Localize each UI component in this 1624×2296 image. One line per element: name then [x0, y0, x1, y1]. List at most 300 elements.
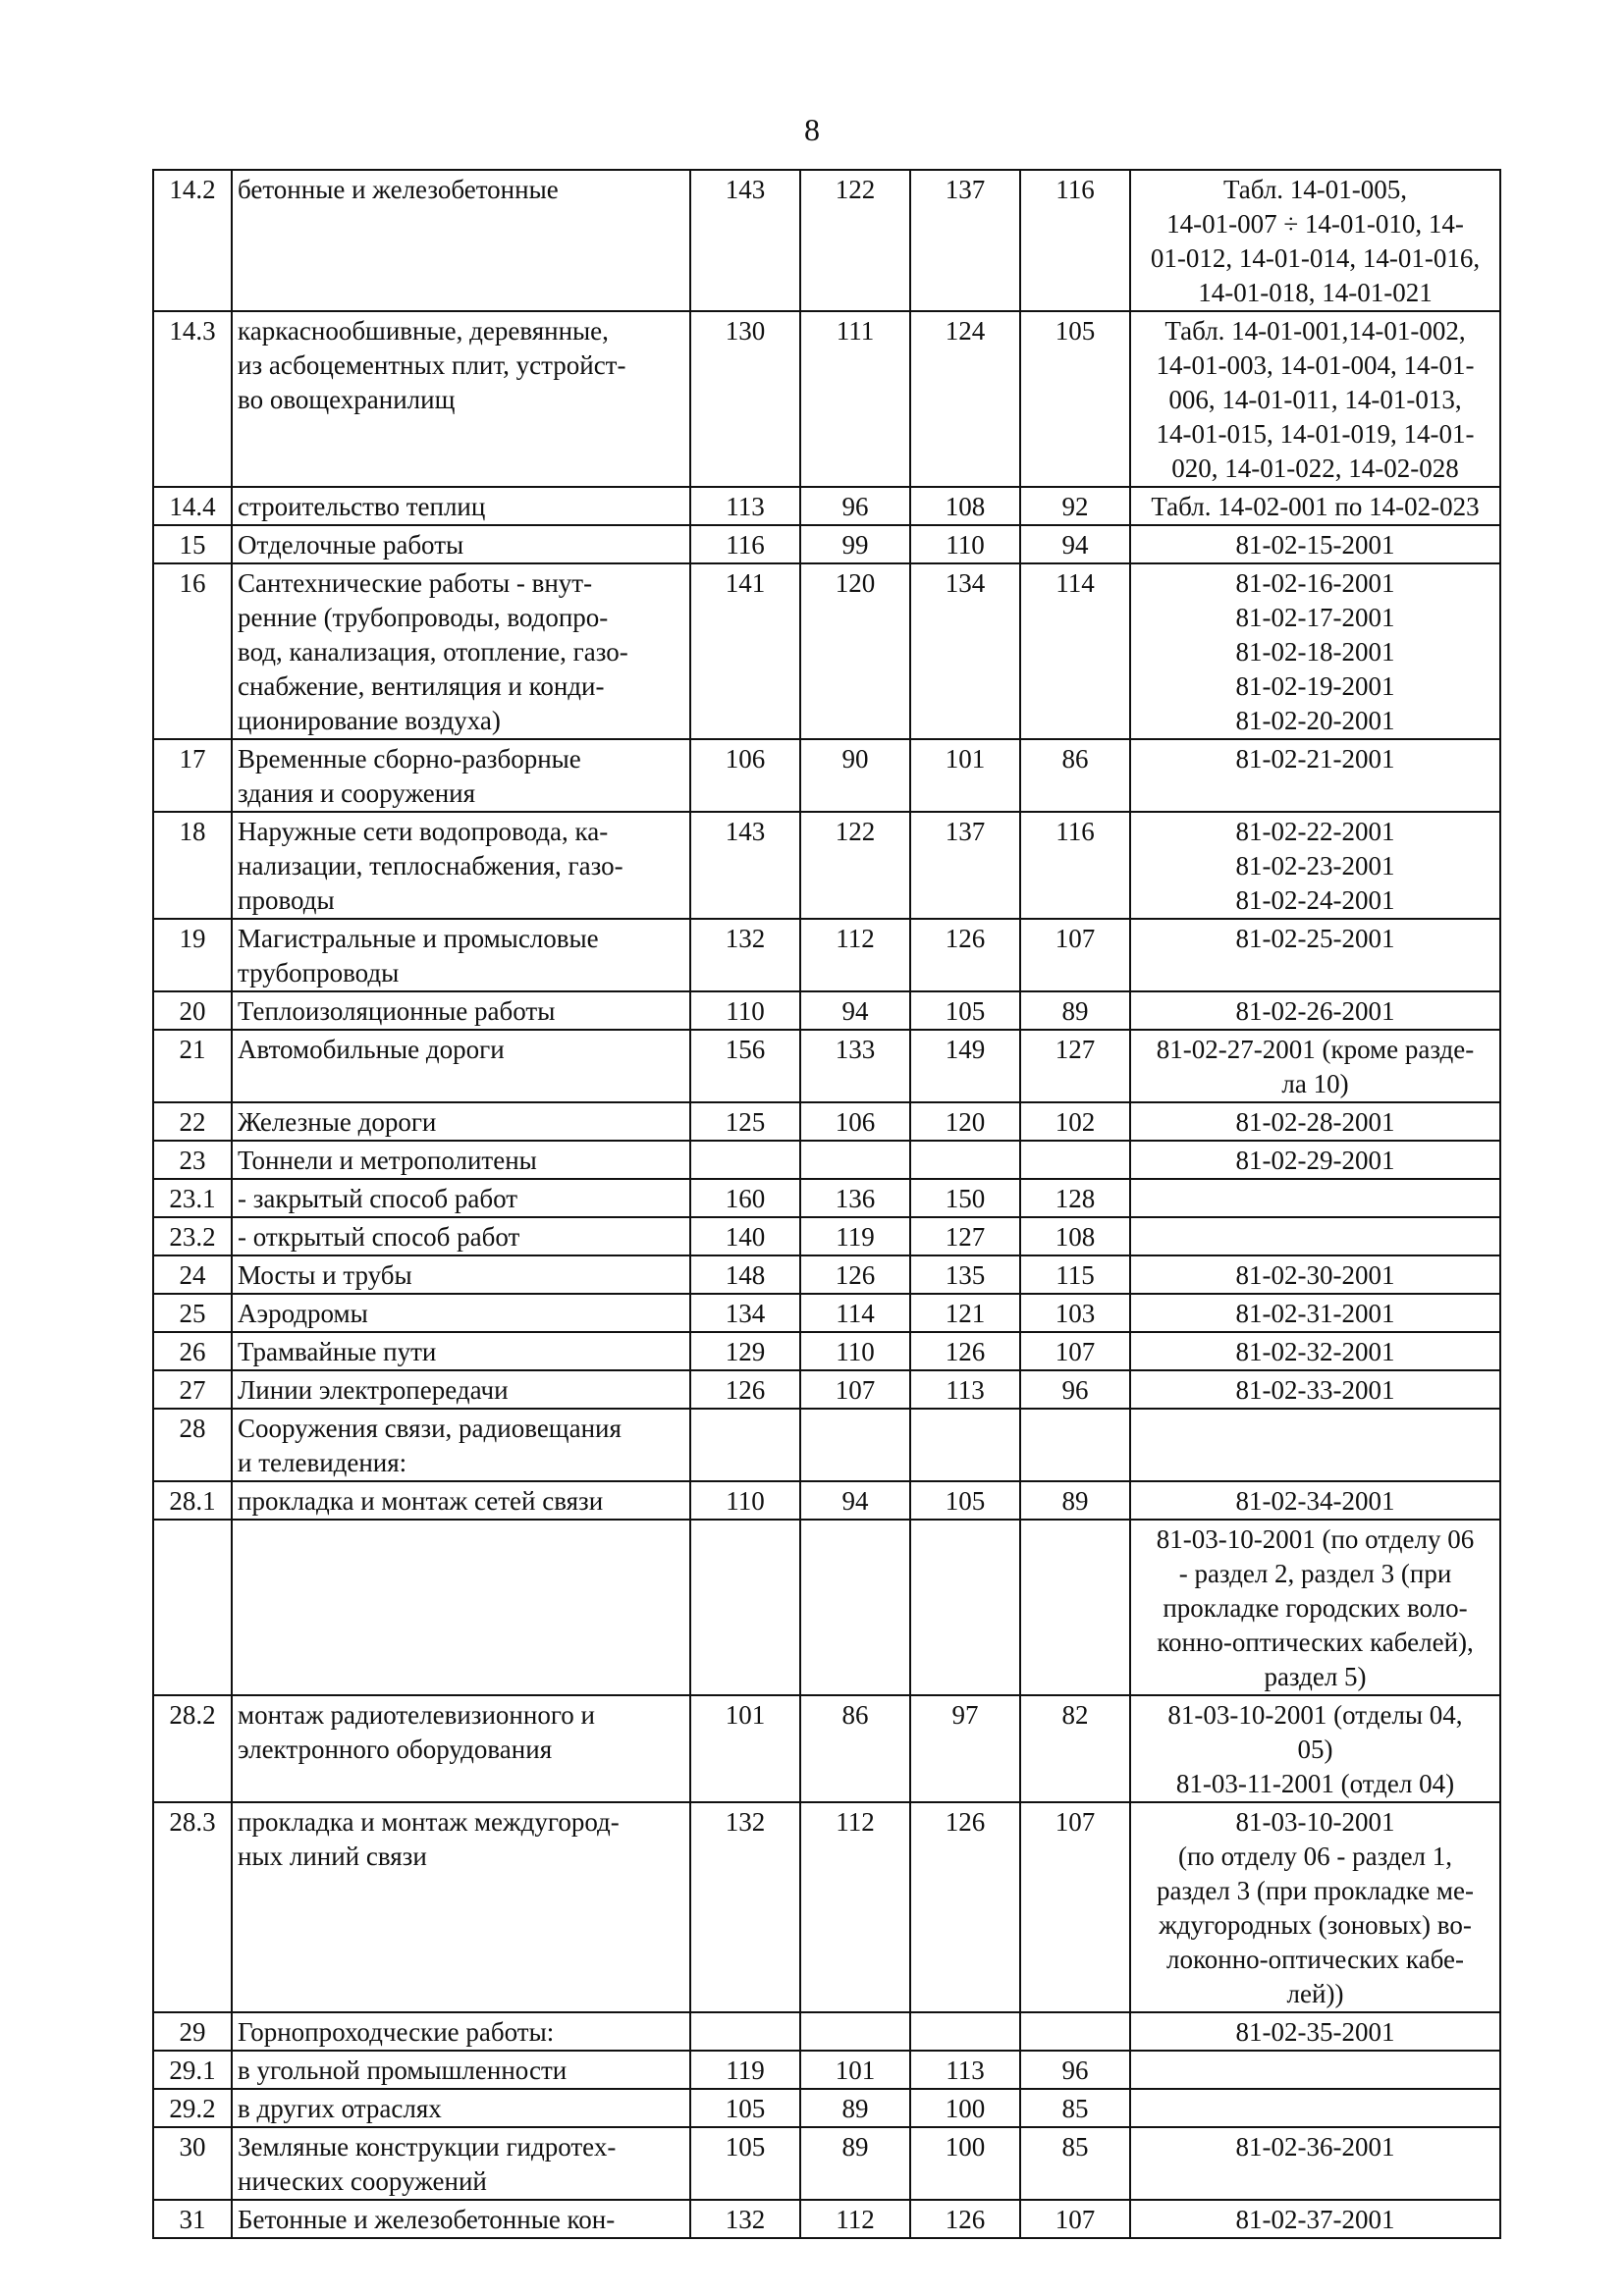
reference-line: - раздел 2, раздел 3 (при: [1178, 1559, 1452, 1588]
coefficient-1: 143: [690, 170, 800, 311]
coefficient-2: [800, 1141, 910, 1179]
coefficient-3: [910, 1141, 1020, 1179]
work-type-name-line: Тоннели и метрополитены: [238, 1146, 537, 1175]
coefficient-1: 143: [690, 812, 800, 919]
reference-collection: [1130, 1217, 1500, 1255]
reference-collection: [1130, 1695, 1500, 1802]
coefficient-4: 102: [1020, 1102, 1130, 1141]
coefficient-2: 112: [800, 1802, 910, 2012]
coefficient-2: 136: [800, 1179, 910, 1217]
reference-line: 81-02-20-2001: [1235, 706, 1395, 735]
coefficient-4: 94: [1020, 525, 1130, 563]
table-row: [153, 2012, 1500, 2051]
row-number: 28: [153, 1409, 232, 1481]
reference-collection: [1130, 563, 1500, 739]
reference-line: Табл. 14-01-005,: [1222, 175, 1408, 204]
reference-collection: [1130, 1179, 1500, 1217]
coefficient-4: 85: [1020, 2127, 1130, 2200]
work-type-name: [232, 1141, 690, 1179]
row-number: 27: [153, 1370, 232, 1409]
coefficient-2: 126: [800, 1255, 910, 1294]
reference-line: 81-02-27-2001 (кроме разде-: [1156, 1035, 1475, 1064]
reference-collection: [1130, 1332, 1500, 1370]
reference-collection: [1130, 1294, 1500, 1332]
work-type-name-line: каркаснообшивные, деревянные,: [238, 316, 609, 346]
work-type-name: [232, 991, 690, 1030]
coefficient-1: 116: [690, 525, 800, 563]
work-type-name-line: в угольной промышленности: [238, 2056, 568, 2085]
coefficient-3: 137: [910, 170, 1020, 311]
table-row: [153, 525, 1500, 563]
reference-line: 81-02-30-2001: [1235, 1260, 1395, 1290]
coefficient-1: 110: [690, 991, 800, 1030]
reference-line: 14-01-003, 14-01-004, 14-01-: [1156, 350, 1475, 380]
coefficient-3: 149: [910, 1030, 1020, 1102]
coefficient-4: 103: [1020, 1294, 1130, 1332]
coefficient-1: 106: [690, 739, 800, 812]
work-type-name: [232, 525, 690, 563]
work-type-name: [232, 1179, 690, 1217]
reference-line: Табл. 14-01-001,14-01-002,: [1164, 316, 1466, 346]
coefficient-4: 108: [1020, 1217, 1130, 1255]
coefficient-1: 125: [690, 1102, 800, 1141]
work-type-name-line: строительство теплиц: [238, 492, 486, 521]
coefficient-4: [1020, 1409, 1130, 1481]
work-type-name-line: бетонные и железобетонные: [238, 175, 559, 204]
reference-line: прокладке городских воло-: [1163, 1593, 1468, 1623]
coefficient-1: 134: [690, 1294, 800, 1332]
table-row: [153, 739, 1500, 812]
coefficient-1: 126: [690, 1370, 800, 1409]
reference-line: 81-02-29-2001: [1235, 1146, 1395, 1175]
row-number: 26: [153, 1332, 232, 1370]
reference-line: Табл. 14-02-001 по 14-02-023: [1151, 492, 1480, 521]
work-type-name-line: Сантехнические работы - внут-: [238, 568, 593, 598]
table-row: [153, 1294, 1500, 1332]
coefficient-2: 94: [800, 991, 910, 1030]
work-type-name-line: Горнопроходческие работы:: [238, 2017, 555, 2047]
table-row: [153, 1409, 1500, 1481]
work-type-name-line: вод, канализация, отопление, газо-: [238, 637, 628, 667]
reference-line: 81-02-19-2001: [1235, 671, 1395, 701]
coefficient-2: [800, 1409, 910, 1481]
work-type-name: [232, 2127, 690, 2200]
row-number: 23.2: [153, 1217, 232, 1255]
work-type-name-line: - закрытый способ работ: [238, 1184, 518, 1213]
table-row: [153, 170, 1500, 311]
table-row: [153, 2051, 1500, 2089]
work-type-name: [232, 1217, 690, 1255]
coefficient-4: 105: [1020, 311, 1130, 487]
coefficient-4: 107: [1020, 1802, 1130, 2012]
coefficient-1: 130: [690, 311, 800, 487]
row-number: 17: [153, 739, 232, 812]
reference-line: ла 10): [1281, 1069, 1349, 1098]
work-type-name: [232, 2051, 690, 2089]
work-type-name-line: снабжение, вентиляция и конди-: [238, 671, 605, 701]
reference-line: 81-02-15-2001: [1235, 530, 1395, 560]
coefficient-4: 116: [1020, 170, 1130, 311]
coefficient-3: 113: [910, 2051, 1020, 2089]
coefficient-4: [1020, 1520, 1130, 1695]
reference-line: 81-03-10-2001: [1235, 1807, 1395, 1837]
work-type-name-line: ренние (трубопроводы, водопро-: [238, 603, 609, 632]
coefficient-4: 96: [1020, 1370, 1130, 1409]
row-number: 28.3: [153, 1802, 232, 2012]
work-type-name-line: монтаж радиотелевизионного и: [238, 1700, 595, 1730]
coefficient-1: 141: [690, 563, 800, 739]
row-number: 25: [153, 1294, 232, 1332]
work-type-name-line: в других отраслях: [238, 2094, 442, 2123]
row-number: [153, 1520, 232, 1695]
reference-line: 81-02-17-2001: [1235, 603, 1395, 632]
coefficient-3: 105: [910, 991, 1020, 1030]
reference-line: 14-01-015, 14-01-019, 14-01-: [1156, 419, 1475, 449]
reference-line: 006, 14-01-011, 14-01-013,: [1168, 385, 1462, 414]
work-type-name-line: - открытый способ работ: [238, 1222, 520, 1252]
reference-collection: [1130, 991, 1500, 1030]
work-type-name-line: нических сооружений: [238, 2166, 487, 2196]
reference-line: 81-02-37-2001: [1235, 2205, 1395, 2234]
coefficient-4: 107: [1020, 2200, 1130, 2238]
table-row: [153, 1030, 1500, 1102]
table-row: [153, 1217, 1500, 1255]
work-type-name: [232, 1102, 690, 1141]
work-type-name: [232, 812, 690, 919]
work-type-name: [232, 1520, 690, 1695]
row-number: 24: [153, 1255, 232, 1294]
work-type-name: [232, 487, 690, 525]
reference-collection: [1130, 812, 1500, 919]
coefficient-4: 82: [1020, 1695, 1130, 1802]
coefficient-2: [800, 2012, 910, 2051]
coefficient-1: 148: [690, 1255, 800, 1294]
reference-collection: [1130, 311, 1500, 487]
work-type-name: [232, 2089, 690, 2127]
work-type-name: [232, 1802, 690, 2012]
coefficient-4: [1020, 2012, 1130, 2051]
reference-line: 81-02-35-2001: [1235, 2017, 1395, 2047]
coefficient-4: 107: [1020, 1332, 1130, 1370]
work-type-name-line: прокладка и монтаж междугород-: [238, 1807, 620, 1837]
row-number: 28.2: [153, 1695, 232, 1802]
coefficient-2: 89: [800, 2089, 910, 2127]
table-row: [153, 2200, 1500, 2238]
work-type-name-line: Теплоизоляционные работы: [238, 996, 556, 1026]
reference-line: конно-оптических кабелей),: [1157, 1628, 1474, 1657]
table-row: [153, 487, 1500, 525]
work-type-name-line: прокладка и монтаж сетей связи: [238, 1486, 604, 1516]
coefficient-3: 101: [910, 739, 1020, 812]
reference-line: (по отделу 06 - раздел 1,: [1177, 1842, 1453, 1871]
work-type-name: [232, 1294, 690, 1332]
coefficient-3: 127: [910, 1217, 1020, 1255]
work-type-name-line: Автомобильные дороги: [238, 1035, 505, 1064]
coefficient-3: 105: [910, 1481, 1020, 1520]
coefficient-3: 121: [910, 1294, 1020, 1332]
coefficient-4: 128: [1020, 1179, 1130, 1217]
work-type-name-line: Бетонные и железобетонные кон-: [238, 2205, 616, 2234]
work-type-name-line: нализации, теплоснабжения, газо-: [238, 851, 623, 881]
coefficient-2: 101: [800, 2051, 910, 2089]
coefficient-2: 120: [800, 563, 910, 739]
reference-line: 81-02-25-2001: [1235, 924, 1395, 953]
reference-collection: [1130, 525, 1500, 563]
row-number: 30: [153, 2127, 232, 2200]
coefficient-1: 105: [690, 2089, 800, 2127]
work-type-name: [232, 2012, 690, 2051]
work-type-name-line: трубопроводы: [238, 958, 400, 988]
coefficient-3: 97: [910, 1695, 1020, 1802]
reference-line: 81-02-16-2001: [1235, 568, 1395, 598]
coefficient-1: 129: [690, 1332, 800, 1370]
reference-line: 81-02-28-2001: [1235, 1107, 1395, 1137]
coefficient-1: 156: [690, 1030, 800, 1102]
reference-line: лей)): [1286, 1979, 1344, 2008]
table-body: [153, 170, 1500, 2238]
table-row: [153, 1102, 1500, 1141]
reference-line: 81-02-23-2001: [1235, 851, 1395, 881]
coefficient-1: 132: [690, 1802, 800, 2012]
table-row: [153, 1179, 1500, 1217]
coefficient-4: 92: [1020, 487, 1130, 525]
work-type-name-line: Наружные сети водопровода, ка-: [238, 817, 609, 846]
coefficient-3: 108: [910, 487, 1020, 525]
coefficient-4: 127: [1020, 1030, 1130, 1102]
reference-line: 01-012, 14-01-014, 14-01-016,: [1150, 243, 1481, 273]
reference-collection: [1130, 1802, 1500, 2012]
table-row: [153, 2089, 1500, 2127]
coefficient-3: 124: [910, 311, 1020, 487]
work-type-name: [232, 1332, 690, 1370]
coefficient-1: 140: [690, 1217, 800, 1255]
reference-line: 14-01-018, 14-01-021: [1198, 278, 1433, 307]
reference-collection: [1130, 2089, 1500, 2127]
work-type-name: [232, 563, 690, 739]
work-type-name-line: электронного оборудования: [238, 1735, 553, 1764]
reference-line: 81-02-31-2001: [1235, 1299, 1395, 1328]
table-row: [153, 1802, 1500, 2012]
reference-line: 81-02-33-2001: [1235, 1375, 1395, 1405]
coefficient-4: 114: [1020, 563, 1130, 739]
work-type-name-line: во овощехранилищ: [238, 385, 456, 414]
table-row: [153, 812, 1500, 919]
coefficient-2: 106: [800, 1102, 910, 1141]
reference-line: 81-02-21-2001: [1235, 744, 1395, 774]
reference-line: локонно-оптических кабе-: [1166, 1945, 1464, 1974]
work-type-name-line: Временные сборно-разборные: [238, 744, 581, 774]
reference-line: 81-02-24-2001: [1235, 885, 1395, 915]
row-number: 18: [153, 812, 232, 919]
coefficient-3: 126: [910, 2200, 1020, 2238]
coefficient-2: 112: [800, 919, 910, 991]
reference-collection: [1130, 2200, 1500, 2238]
work-type-name: [232, 170, 690, 311]
coefficient-3: 134: [910, 563, 1020, 739]
work-type-name-line: Мосты и трубы: [238, 1260, 412, 1290]
work-type-name: [232, 919, 690, 991]
coefficient-3: 100: [910, 2089, 1020, 2127]
coefficient-2: 94: [800, 1481, 910, 1520]
table-row: [153, 2127, 1500, 2200]
row-number: 22: [153, 1102, 232, 1141]
reference-collection: [1130, 739, 1500, 812]
table-row: [153, 991, 1500, 1030]
reference-collection: [1130, 1102, 1500, 1141]
coefficient-1: [690, 1409, 800, 1481]
work-type-name-line: из асбоцементных плит, устройст-: [238, 350, 626, 380]
coefficient-2: 119: [800, 1217, 910, 1255]
coefficient-1: 105: [690, 2127, 800, 2200]
work-type-name: [232, 1255, 690, 1294]
coefficient-2: 122: [800, 812, 910, 919]
coefficient-2: 86: [800, 1695, 910, 1802]
row-number: 19: [153, 919, 232, 991]
coefficient-3: 120: [910, 1102, 1020, 1141]
reference-collection: [1130, 2051, 1500, 2089]
work-type-name-line: Магистральные и промысловые: [238, 924, 599, 953]
row-number: 28.1: [153, 1481, 232, 1520]
coefficient-1: [690, 1141, 800, 1179]
coefficient-3: 126: [910, 1802, 1020, 2012]
work-type-name: [232, 1370, 690, 1409]
reference-collection: [1130, 1409, 1500, 1481]
table-row: [153, 563, 1500, 739]
coefficient-1: 132: [690, 919, 800, 991]
work-type-name-line: Сооружения связи, радиовещания: [238, 1414, 622, 1443]
work-type-name: [232, 1409, 690, 1481]
coefficient-4: 107: [1020, 919, 1130, 991]
table-row: [153, 919, 1500, 991]
coefficient-4: 96: [1020, 2051, 1130, 2089]
coefficient-4: [1020, 1141, 1130, 1179]
coefficient-2: 89: [800, 2127, 910, 2200]
table-row: [153, 1695, 1500, 1802]
reference-line: 81-02-32-2001: [1235, 1337, 1395, 1366]
coefficient-3: 110: [910, 525, 1020, 563]
reference-line: 81-03-10-2001 (по отделу 06: [1156, 1524, 1475, 1554]
reference-line: 81-02-34-2001: [1235, 1486, 1395, 1516]
work-type-name-line: Земляные конструкции гидротех-: [238, 2132, 617, 2162]
reference-collection: [1130, 1481, 1500, 1520]
reference-collection: [1130, 170, 1500, 311]
coefficient-2: 114: [800, 1294, 910, 1332]
table-row: [153, 1481, 1500, 1520]
coefficient-2: 107: [800, 1370, 910, 1409]
table-row: [153, 1520, 1500, 1695]
coefficient-4: 86: [1020, 739, 1130, 812]
reference-line: 81-03-11-2001 (отдел 04): [1175, 1769, 1455, 1798]
coefficient-2: 133: [800, 1030, 910, 1102]
coefficient-1: 110: [690, 1481, 800, 1520]
work-type-name-line: ных линий связи: [238, 1842, 427, 1871]
reference-line: 81-02-18-2001: [1235, 637, 1395, 667]
row-number: 14.3: [153, 311, 232, 487]
row-number: 20: [153, 991, 232, 1030]
row-number: 31: [153, 2200, 232, 2238]
norms-table: [152, 169, 1501, 2239]
row-number: 29.2: [153, 2089, 232, 2127]
coefficient-4: 115: [1020, 1255, 1130, 1294]
reference-line: 020, 14-01-022, 14-02-028: [1171, 454, 1459, 483]
coefficient-3: 126: [910, 1332, 1020, 1370]
coefficient-1: 113: [690, 487, 800, 525]
table-row: [153, 1255, 1500, 1294]
reference-line: ждугородных (зоновых) во-: [1159, 1910, 1472, 1940]
row-number: 14.4: [153, 487, 232, 525]
reference-line: 05): [1297, 1735, 1333, 1764]
work-type-name: [232, 1030, 690, 1102]
row-number: 23: [153, 1141, 232, 1179]
table-row: [153, 1332, 1500, 1370]
coefficient-4: 85: [1020, 2089, 1130, 2127]
table-row: [153, 1141, 1500, 1179]
coefficient-1: [690, 1520, 800, 1695]
work-type-name-line: ционирование воздуха): [238, 706, 501, 735]
reference-line: 81-02-22-2001: [1235, 817, 1395, 846]
reference-collection: [1130, 1141, 1500, 1179]
work-type-name: [232, 2200, 690, 2238]
coefficient-3: [910, 1520, 1020, 1695]
page-number: 8: [804, 112, 820, 147]
reference-line: 14-01-007 ÷ 14-01-010, 14-: [1166, 209, 1464, 239]
coefficient-3: 100: [910, 2127, 1020, 2200]
row-number: 16: [153, 563, 232, 739]
table-row: [153, 311, 1500, 487]
work-type-name-line: проводы: [238, 885, 335, 915]
work-type-name-line: Линии электропередачи: [238, 1375, 509, 1405]
coefficient-1: [690, 2012, 800, 2051]
work-type-name-line: Железные дороги: [238, 1107, 437, 1137]
coefficient-3: 137: [910, 812, 1020, 919]
coefficient-1: 101: [690, 1695, 800, 1802]
coefficient-2: 110: [800, 1332, 910, 1370]
reference-collection: [1130, 1030, 1500, 1102]
reference-line: 81-02-36-2001: [1235, 2132, 1395, 2162]
coefficient-2: 96: [800, 487, 910, 525]
reference-collection: [1130, 487, 1500, 525]
coefficient-1: 119: [690, 2051, 800, 2089]
coefficient-2: 122: [800, 170, 910, 311]
reference-line: 81-02-26-2001: [1235, 996, 1395, 1026]
coefficient-3: 150: [910, 1179, 1020, 1217]
reference-line: раздел 5): [1264, 1662, 1367, 1691]
coefficient-3: 113: [910, 1370, 1020, 1409]
reference-collection: [1130, 1255, 1500, 1294]
reference-collection: [1130, 1370, 1500, 1409]
coefficient-2: 112: [800, 2200, 910, 2238]
row-number: 29.1: [153, 2051, 232, 2089]
work-type-name: [232, 1481, 690, 1520]
work-type-name: [232, 739, 690, 812]
work-type-name-line: здания и сооружения: [238, 778, 476, 808]
coefficient-1: 132: [690, 2200, 800, 2238]
work-type-name: [232, 311, 690, 487]
coefficient-3: [910, 1409, 1020, 1481]
reference-collection: [1130, 919, 1500, 991]
work-type-name: [232, 1695, 690, 1802]
row-number: 15: [153, 525, 232, 563]
coefficient-4: 89: [1020, 991, 1130, 1030]
work-type-name-line: Аэродромы: [238, 1299, 368, 1328]
coefficient-3: 126: [910, 919, 1020, 991]
coefficient-1: 160: [690, 1179, 800, 1217]
reference-collection: [1130, 2012, 1500, 2051]
reference-line: раздел 3 (при прокладке ме-: [1157, 1876, 1474, 1905]
coefficient-4: 116: [1020, 812, 1130, 919]
coefficient-2: [800, 1520, 910, 1695]
row-number: 14.2: [153, 170, 232, 311]
